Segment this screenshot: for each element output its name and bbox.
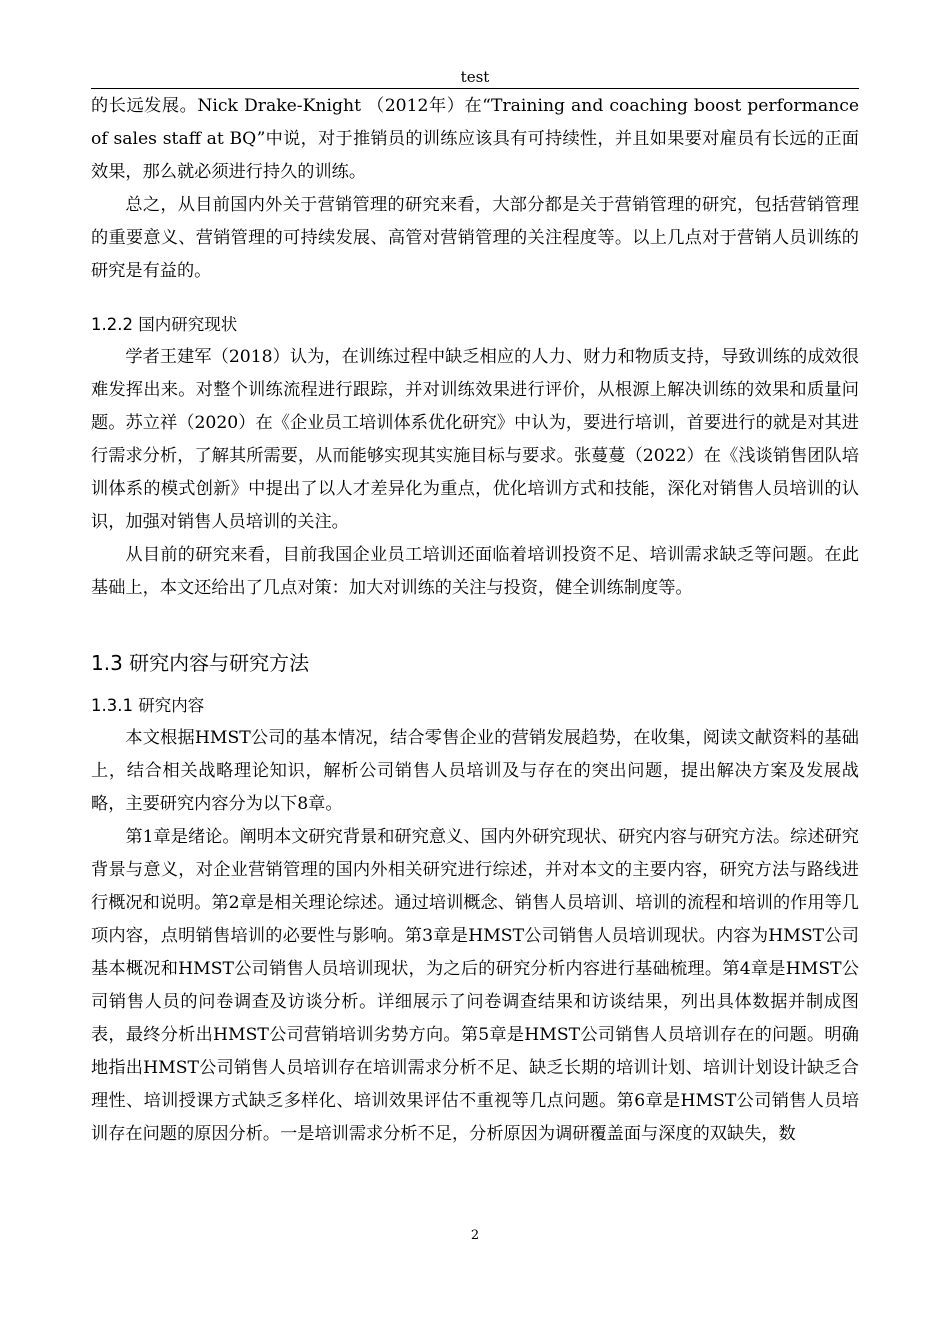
paragraph-domestic-2: 从目前的研究来看，目前我国企业员工培训还面临着培训投资不足、培训需求缺乏等问题。在此基础上，本文还给出了几点对策：加大对训练的关注与投资，健全训练制度等。 <box>91 545 859 598</box>
paragraph-summary: 总之，从目前国内外关于营销管理的研究来看，大部分都是关于营销管理的研究，包括营销管理的重要意义、营销管理的可持续发展、高管对营销管理的关注程度等。以上几点对于营销人员训练的研究是有益的。 <box>91 195 859 281</box>
paragraph-content-2: 第1章是绪论。阐明本文研究背景和研究意义、国内外研究现状、研究内容与研究方法。综述研究背景与意义，对企业营销管理的国内外相关研究进行综述，并对本文的主要内容，研究方法与路线进行概况和说明。第2章是相关理论综述。通过培训概念、销售人员培训、培训的流程和培训的作用等几项内容，点明销售培训的必要性与影响。第3章是HMST公司销售人员培训现状。内容为HMST公司基本概况和HMST公司销售人员培训现状，为之后的研究分析内容进行基础梳理。第4章是HMST公司销售人员的问卷调查及访谈分析。详细展示了问卷调查结果和访谈结果，列出具体数据并制成图表，最终分析出HMST公司营销培训劣势方向。第5章是HMST公司销售人员培训存在的问题。明确地指出HMST公司销售人员培训存在培训需求分析不足、缺乏长期的培训计划、培训计划设计缺乏合理性、培训授课方式缺乏多样化、培训效果评估不重视等几点问题。第6章是HMST公司销售人员培训存在问题的原因分析。一是培训需求分析不足，分析原因为调研覆盖面与深度的双缺失，数 <box>91 827 859 1144</box>
page-header <box>91 66 859 89</box>
heading-1-3: 1.3 研究内容与研究方法 <box>91 651 310 675</box>
paragraph-domestic-1: 学者王建军（2018）认为，在训练过程中缺乏相应的人力、财力和物质支持，导致训练的成效很难发挥出来。对整个训练流程进行跟踪，并对训练效果进行评价，从根源上解决训练的效果和质量问题。苏立祥（2020）在《企业员工培训体系优化研究》中认为，要进行培训，首要进行的就是对其进行需求分析，了解其所需要，从而能够实现其实施目标与要求。张蔓蔓（2022）在《浅谈销售团队培训体系的模式创新》中提出了以人才差异化为重点，优化培训方式和技能，深化对销售人员培训的认识，加强对销售人员培训的关注。 <box>91 347 859 532</box>
header-text: test <box>460 68 490 86</box>
heading-1-2-2: 1.2.2 国内研究现状 <box>91 315 238 334</box>
paragraph-intro: 的长远发展。Nick Drake-Knight （2012年）在“Training and coaching boost performance of sales staff at BQ”中说，对于推销员的训练应该具有可持续性，并且如果要对雇员有长远的正面效果，那么就必须进行持久的训练。 <box>91 96 859 182</box>
page-number: 2 <box>470 1228 480 1243</box>
heading-1-3-1: 1.3.1 研究内容 <box>91 696 205 715</box>
paragraph-content-1: 本文根据HMST公司的基本情况，结合零售企业的营销发展趋势，在收集，阅读文献资料的基础上，结合相关战略理论知识，解析公司销售人员培训及与存在的突出问题，提出解决方案及发展战略，主要研究内容分为以下8章。 <box>91 728 859 814</box>
document-body <box>91 90 859 1151</box>
